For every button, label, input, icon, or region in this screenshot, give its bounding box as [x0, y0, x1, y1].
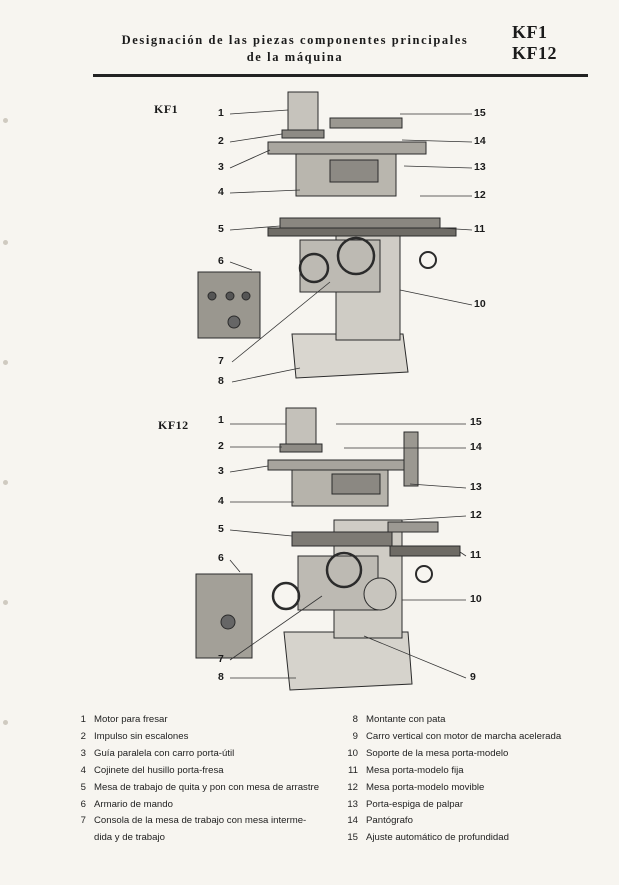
legend-item — [80, 813, 352, 830]
kf12-callout-3: 3 — [218, 465, 224, 477]
kf12-callout-14: 14 — [470, 441, 482, 453]
legend-item-number: 9 — [352, 730, 358, 742]
kf12-callout-6: 6 — [218, 552, 224, 564]
legend-item — [80, 780, 352, 797]
legend-item-text: Mesa de trabajo de quita y pon con mesa de arrastre — [94, 781, 320, 793]
kf12-callout-9: 9 — [470, 671, 476, 683]
legend-item — [347, 830, 602, 847]
parts-legend-right-column — [347, 712, 602, 847]
kf1-callout-2: 2 — [218, 135, 224, 147]
legend-item-text: Porta-espiga de palpar — [366, 798, 464, 810]
legend-item — [80, 746, 352, 763]
legend-item — [80, 729, 352, 746]
legend-item-number: 6 — [80, 798, 86, 810]
kf12-callout-12: 12 — [470, 509, 482, 521]
legend-item-text: Soporte de la mesa porta-modelo — [366, 747, 509, 759]
kf12-callout-4: 4 — [218, 495, 224, 507]
legend-item-text: Guía paralela con carro porta-útil — [94, 747, 235, 759]
kf12-machine — [196, 408, 460, 690]
legend-item — [352, 729, 602, 746]
legend-item — [347, 813, 602, 830]
kf1-callout-5: 5 — [218, 223, 224, 235]
legend-item — [347, 780, 602, 797]
legend-item-text: Consola de la mesa de trabajo con mesa interme- — [94, 815, 307, 827]
legend-item-number: 13 — [347, 798, 358, 810]
legend-item-text: Mesa porta-modelo fija — [366, 764, 464, 776]
legend-item-text: Carro vertical con motor de marcha acelerada — [366, 730, 562, 742]
legend-item-number: 12 — [347, 781, 358, 793]
legend-item-text: Impulso sin escalones — [94, 730, 189, 742]
kf12-callout-15: 15 — [470, 416, 482, 428]
legend-item-text: Montante con pata — [366, 714, 446, 725]
kf12-callout-2: 2 — [218, 440, 224, 452]
legend-item — [80, 763, 352, 780]
model-code-kf1: KF1 — [512, 22, 548, 42]
legend-item-text: Motor para fresar — [94, 714, 168, 725]
kf12-callout-1: 1 — [218, 414, 224, 426]
kf1-callout-6: 6 — [218, 255, 224, 267]
kf12-callout-10: 10 — [470, 593, 482, 605]
kf1-callout-8: 8 — [218, 375, 224, 387]
legend-item-number: 15 — [347, 832, 358, 844]
kf1-callout-1: 1 — [218, 107, 224, 119]
kf1-callout-15: 15 — [474, 107, 486, 119]
kf1-callout-12: 12 — [474, 189, 486, 201]
kf1-machine — [198, 92, 456, 378]
kf12-callout-11: 11 — [470, 549, 482, 561]
kf12-callout-5: 5 — [218, 523, 224, 535]
legend-item — [347, 746, 602, 763]
legend-item-number: 8 — [352, 714, 358, 725]
kf1-callout-7: 7 — [218, 355, 224, 367]
legend-item-number: 2 — [80, 730, 86, 742]
kf12-callout-7: 7 — [218, 653, 224, 665]
legend-item — [352, 712, 602, 729]
legend-item — [80, 797, 352, 814]
legend-item — [347, 797, 602, 814]
legend-item — [348, 763, 602, 780]
legend-item-number: 4 — [80, 764, 86, 776]
legend-item-text: Pantógrafo — [366, 815, 413, 827]
legend-item-number: 1 — [80, 714, 86, 725]
kf1-callout-14: 14 — [474, 135, 486, 147]
legend-item — [80, 712, 352, 729]
legend-item-continuation: dida y de trabajo — [94, 832, 165, 844]
model-code-kf12: KF12 — [512, 43, 557, 63]
kf12-callout-13: 13 — [470, 481, 482, 493]
kf1-callout-13: 13 — [474, 161, 486, 173]
legend-item-text: Cojinete del husillo porta-fresa — [94, 764, 224, 776]
kf1-callout-3: 3 — [218, 161, 224, 173]
legend-item-text: Armario de mando — [94, 798, 173, 810]
page-title-line-1: Designación de las piezas componentes principales — [121, 33, 469, 47]
page-title-line-2: de la máquina — [246, 50, 344, 64]
kf1-callout-10: 10 — [474, 298, 486, 310]
figure-kf12-label: KF12 — [158, 418, 189, 432]
legend-item-number: 11 — [348, 764, 358, 776]
legend-item-number: 7 — [80, 815, 86, 827]
legend-item-number: 5 — [80, 781, 86, 793]
legend-item-number: 14 — [347, 815, 358, 827]
kf12-callout-8: 8 — [218, 671, 224, 683]
legend-item-number: 3 — [80, 747, 86, 759]
kf1-callout-4: 4 — [218, 186, 224, 198]
legend-item-text: Mesa porta-modelo movible — [366, 781, 485, 793]
legend-item-number: 10 — [347, 747, 358, 759]
figure-kf1-label: KF1 — [154, 102, 179, 116]
kf1-callout-11: 11 — [474, 223, 486, 235]
legend-item-text: Ajuste automático de profundidad — [366, 832, 509, 844]
parts-legend-left-column — [80, 712, 352, 847]
